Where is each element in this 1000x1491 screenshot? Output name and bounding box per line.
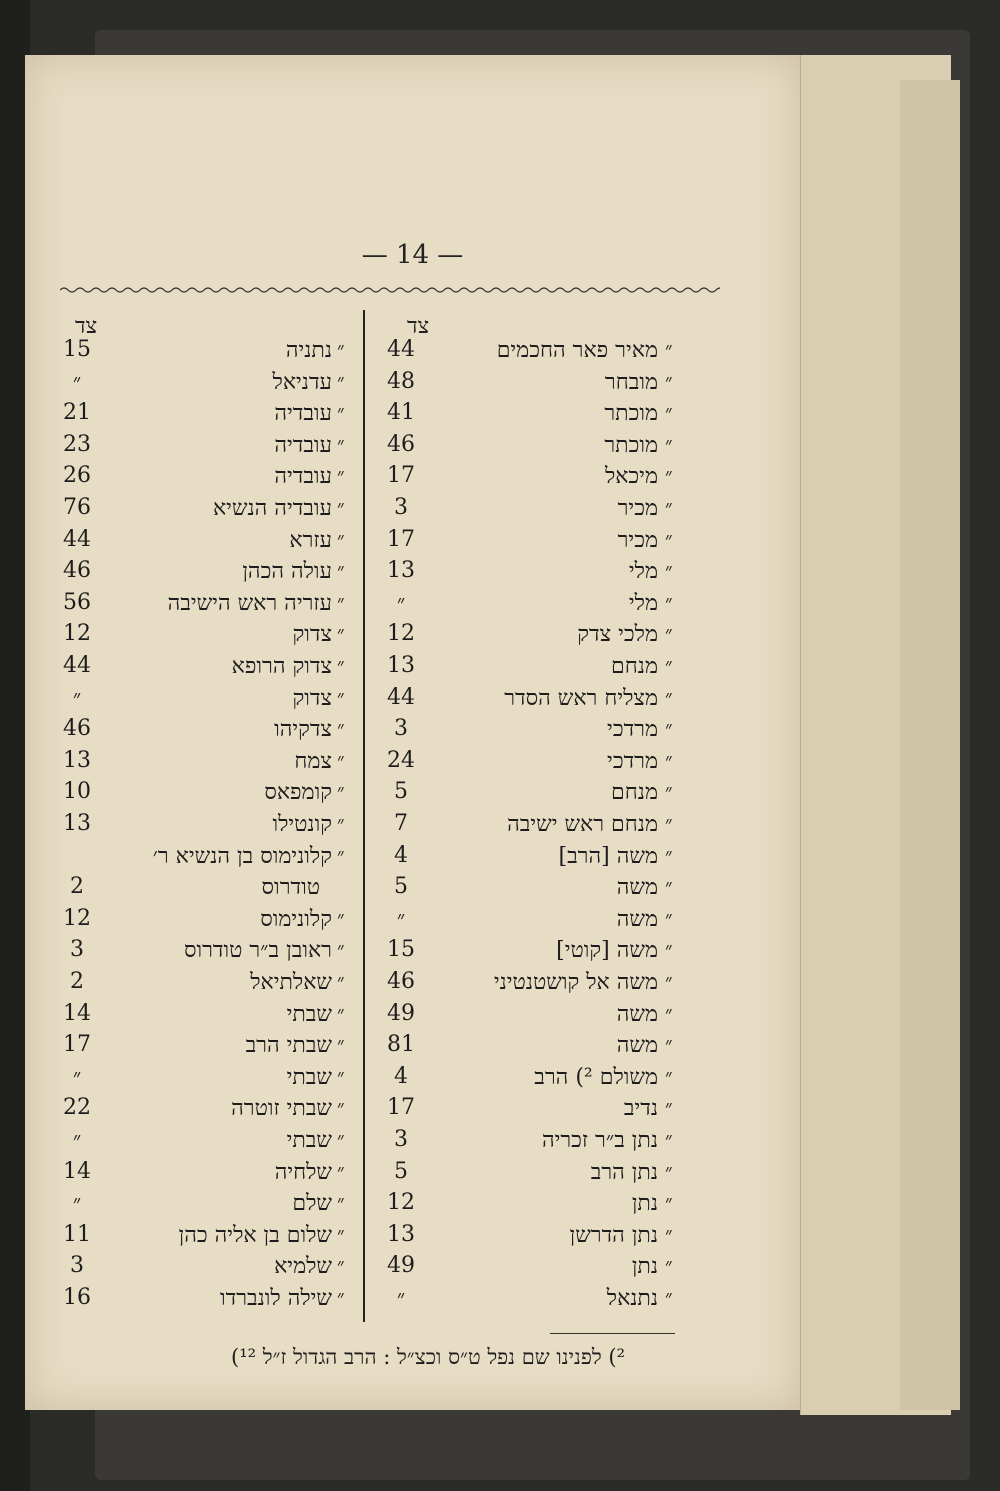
page-ref: 46 xyxy=(63,558,91,584)
ditto-mark: ״ xyxy=(337,779,345,804)
index-entry xyxy=(25,685,800,717)
ditto-mark: ״ xyxy=(665,969,673,993)
index-entry xyxy=(25,463,800,495)
page-ref: 44 xyxy=(63,653,91,678)
entry-name: צדוק הרופא xyxy=(231,654,332,679)
entry-name: מכיר xyxy=(617,496,658,521)
entry-name: צדוק xyxy=(292,685,332,711)
entry-name: מובחר xyxy=(604,369,658,395)
ditto-mark: ״ xyxy=(665,842,673,867)
entry-name: שאלתיאל xyxy=(250,970,332,995)
entry-name: צדקיהו xyxy=(274,717,332,743)
ditto-mark: ״ xyxy=(337,621,345,646)
page-ref: 11 xyxy=(63,1221,91,1247)
entry-name: נתן xyxy=(631,1191,658,1217)
index-entry xyxy=(25,369,800,401)
page-ref: ״ xyxy=(72,1064,82,1090)
page-ref: 44 xyxy=(63,526,91,552)
page-ref: 13 xyxy=(387,558,415,584)
page-ref: 12 xyxy=(63,621,91,647)
ditto-mark: ״ xyxy=(337,589,345,614)
index-entry xyxy=(25,558,800,590)
index-entry xyxy=(25,1064,800,1096)
page-ref: 3 xyxy=(70,1253,84,1279)
page-ref: 49 xyxy=(387,1253,415,1279)
ditto-mark: ״ xyxy=(337,1032,345,1057)
page-ref: 13 xyxy=(63,811,91,836)
index-entry xyxy=(25,716,800,748)
index-entry xyxy=(25,748,800,780)
page-ref: ״ xyxy=(72,1191,82,1217)
page-ref: 3 xyxy=(394,1127,408,1152)
entry-name: שבתי xyxy=(286,1001,332,1027)
ditto-mark: ״ xyxy=(665,716,673,741)
ditto-mark: ״ xyxy=(337,1000,345,1025)
entry-name: קונטילו xyxy=(272,812,332,837)
page-ref: 10 xyxy=(63,779,91,805)
left-column-header: צד xyxy=(75,314,98,339)
page-ref: 56 xyxy=(63,589,91,615)
page-ref: 3 xyxy=(394,495,408,520)
entry-name: מלכי צדק xyxy=(577,622,658,648)
entry-name: מרדכי xyxy=(607,717,658,743)
ditto-mark: ״ xyxy=(665,337,673,361)
entry-name: טודרוס xyxy=(261,875,320,901)
page-ref: 16 xyxy=(63,1285,91,1310)
index-entry xyxy=(25,969,800,1001)
entry-name: נתן xyxy=(631,1254,658,1280)
ditto-mark: ״ xyxy=(337,842,345,867)
page-ref: 21 xyxy=(63,400,91,426)
ditto-mark: ״ xyxy=(337,747,345,772)
page-ref: ״ xyxy=(72,1128,82,1153)
page-ref: 7 xyxy=(394,811,408,836)
page-ref: 41 xyxy=(387,400,415,426)
page-ref: 81 xyxy=(387,1032,415,1058)
index-entry xyxy=(25,1032,800,1064)
entry-name: נתן הדרשן xyxy=(569,1222,658,1248)
page-ref: ״ xyxy=(396,590,406,616)
page-ref: 5 xyxy=(394,779,408,805)
index-entry xyxy=(25,590,800,622)
entry-name: משה xyxy=(616,1033,658,1059)
page-ref: 5 xyxy=(394,1158,408,1184)
ditto-mark: ״ xyxy=(665,400,673,425)
page-ref: 17 xyxy=(387,526,415,552)
index-entry xyxy=(25,779,800,811)
page-ref: ״ xyxy=(396,906,406,932)
page-ref: 14 xyxy=(63,1000,91,1026)
entry-name: עולה הכהן xyxy=(242,559,332,585)
index-entry xyxy=(25,621,800,653)
ditto-mark: ״ xyxy=(665,526,673,551)
page-ref: 15 xyxy=(63,337,91,362)
index-entry xyxy=(25,1253,800,1285)
entry-name: עובדיה xyxy=(274,401,332,427)
entry-name: קומפאס xyxy=(264,780,332,806)
page-ref: 49 xyxy=(387,1000,415,1026)
ditto-mark: ״ xyxy=(665,1127,673,1151)
entry-name: מצליח ראש הסדר xyxy=(504,685,658,711)
ditto-mark: ״ xyxy=(337,1127,345,1151)
page-ref: 17 xyxy=(387,1095,415,1121)
right-column-header: צד xyxy=(407,314,430,339)
ditto-mark: ״ xyxy=(337,716,345,741)
index-entry xyxy=(25,1001,800,1033)
entry-name: מאיר פאר החכמים xyxy=(496,338,658,363)
ditto-mark: ״ xyxy=(337,811,345,835)
entry-name: שבתי xyxy=(286,1128,332,1153)
index-entry xyxy=(25,937,800,969)
entry-name: נדיב xyxy=(623,1096,658,1122)
entry-name: נתניה xyxy=(285,338,332,363)
page-ref: 14 xyxy=(63,1158,91,1184)
ditto-mark: ״ xyxy=(665,589,673,614)
page-ref: 2 xyxy=(70,874,84,900)
entry-name: נתן הרב xyxy=(590,1159,658,1185)
page-ref: 2 xyxy=(70,969,84,994)
entry-name: שלם xyxy=(292,1191,332,1217)
index-entry xyxy=(25,495,800,527)
page-ref: 5 xyxy=(394,874,408,900)
entry-name: ראובן ב״ר טודרוס xyxy=(183,938,332,964)
ditto-mark: ״ xyxy=(337,684,345,709)
index-entry xyxy=(25,1159,800,1191)
ditto-mark: ״ xyxy=(665,1000,673,1025)
ditto-mark: ״ xyxy=(337,463,345,488)
page-ref: 12 xyxy=(387,1190,415,1216)
ditto-mark: ״ xyxy=(665,653,673,677)
ditto-mark: ״ xyxy=(665,1095,673,1120)
entry-name: משה אל קושטנטיני xyxy=(493,970,658,995)
ditto-mark: ״ xyxy=(665,463,673,488)
page-ref: 13 xyxy=(387,653,415,678)
page-ref: 48 xyxy=(387,368,415,394)
page-number: — 14 — xyxy=(361,240,464,270)
ditto-mark: ״ xyxy=(665,1285,673,1309)
ditto-mark: ״ xyxy=(665,495,673,519)
page-ref: 23 xyxy=(63,431,91,457)
ditto-mark: ״ xyxy=(337,653,345,677)
book-page xyxy=(25,55,800,1410)
index-entry xyxy=(25,653,800,685)
ditto-mark: ״ xyxy=(337,1221,345,1246)
ditto-mark: ״ xyxy=(665,937,673,962)
ditto-mark: ״ xyxy=(337,1190,345,1215)
page-edges-back xyxy=(900,80,960,1410)
index-entry xyxy=(25,811,800,843)
entry-name: שבתי xyxy=(286,1064,332,1090)
index-entry xyxy=(25,874,800,906)
ditto-mark: ״ xyxy=(665,1253,673,1278)
footnote-rule xyxy=(550,1333,675,1334)
ditto-mark: ״ xyxy=(337,905,345,930)
entry-name: שלחיה xyxy=(274,1159,332,1185)
entry-name: שלמיא xyxy=(274,1254,332,1280)
entry-name: מלי xyxy=(628,590,658,616)
ditto-mark: ״ xyxy=(665,1190,673,1215)
ditto-mark: ״ xyxy=(665,905,673,930)
entry-name: משולם ²) הרב xyxy=(534,1064,658,1090)
entry-name: עזרא xyxy=(289,527,332,553)
entry-name: מוכתר xyxy=(604,432,658,458)
page-ref: 15 xyxy=(387,937,415,963)
page-ref: 46 xyxy=(387,431,415,457)
ditto-mark: ״ xyxy=(665,558,673,583)
ditto-mark: ״ xyxy=(665,1063,673,1088)
entry-name: שבתי זוטרה xyxy=(231,1096,332,1122)
entry-name: שילה לונברדו xyxy=(220,1286,332,1311)
entry-name: מנחם ראש ישיבה xyxy=(507,812,658,837)
entry-name: נתנאל xyxy=(606,1286,658,1311)
entry-name: משה [קוטי] xyxy=(556,938,658,964)
index-entry xyxy=(25,906,800,938)
index-entry xyxy=(25,1222,800,1254)
ditto-mark: ״ xyxy=(337,1063,345,1088)
ditto-mark: ״ xyxy=(665,1221,673,1246)
index-entry xyxy=(25,400,800,432)
page-ref: 3 xyxy=(70,937,84,963)
entry-name: עובדיה הנשיא xyxy=(212,496,332,521)
wavy-divider xyxy=(60,283,720,297)
page-ref: 4 xyxy=(394,842,408,868)
ditto-mark: ״ xyxy=(337,431,345,456)
page-ref: 76 xyxy=(63,495,91,520)
index-entry xyxy=(25,1190,800,1222)
ditto-mark: ״ xyxy=(665,368,673,393)
ditto-mark: ״ xyxy=(337,368,345,393)
ditto-mark: ״ xyxy=(337,400,345,425)
ditto-mark: ״ xyxy=(337,1253,345,1278)
page-ref: ״ xyxy=(396,1286,406,1311)
entry-name: משה xyxy=(616,875,658,901)
entry-name: מכיר xyxy=(617,527,658,553)
entry-name: עדניאל xyxy=(272,369,332,395)
entry-name: מרדכי xyxy=(607,748,658,774)
page-ref: 4 xyxy=(394,1063,408,1089)
entry-name: מוכתר xyxy=(604,401,658,427)
entry-name: עובדיה xyxy=(274,432,332,458)
entry-name: משה [הרב] xyxy=(558,843,658,869)
index-entry xyxy=(25,1285,800,1317)
entry-name: מנחם xyxy=(611,780,658,806)
ditto-mark: ״ xyxy=(665,1158,673,1183)
page-ref: 22 xyxy=(63,1095,91,1121)
ditto-mark: ״ xyxy=(665,621,673,646)
ditto-mark: ״ xyxy=(337,495,345,519)
page-ref: 3 xyxy=(394,716,408,742)
entry-name: צדוק xyxy=(292,622,332,648)
page-ref: 24 xyxy=(387,747,415,773)
ditto-mark: ״ xyxy=(337,337,345,361)
entry-name: מלי xyxy=(628,559,658,585)
ditto-mark: ״ xyxy=(337,969,345,993)
index-entry xyxy=(25,843,800,875)
index-entry xyxy=(25,527,800,559)
page-ref: 13 xyxy=(63,747,91,773)
ditto-mark: ״ xyxy=(665,811,673,835)
ditto-mark: ״ xyxy=(337,558,345,583)
entry-name: שלום בן אליה כהן xyxy=(178,1222,332,1248)
footnote: ²) לפנינו שם נפל ט״ס וכצ״ל : הרב הגדול ז״ל ¹²) xyxy=(230,1345,625,1369)
ditto-mark: ״ xyxy=(337,1158,345,1183)
ditto-mark: ״ xyxy=(665,747,673,772)
index-entry xyxy=(25,432,800,464)
entry-name: משה xyxy=(616,1001,658,1027)
page-ref: 44 xyxy=(387,684,415,710)
page-ref: 17 xyxy=(387,463,415,489)
page-ref: 26 xyxy=(63,463,91,489)
index-entry xyxy=(25,1095,800,1127)
page-ref: ״ xyxy=(72,369,82,395)
entry-name: נתן ב״ר זכריה xyxy=(541,1128,658,1153)
ditto-mark: ״ xyxy=(665,1032,673,1057)
entry-name: מנחם xyxy=(611,654,658,679)
index-entry xyxy=(25,337,800,369)
ditto-mark: ״ xyxy=(665,431,673,456)
entry-name: קלונימוס xyxy=(260,906,332,932)
entry-name: צמח xyxy=(294,748,332,774)
index-entry xyxy=(25,1127,800,1159)
ditto-mark: ״ xyxy=(337,1285,345,1309)
page-ref: ״ xyxy=(72,685,82,711)
entry-name: עובדיה xyxy=(274,464,332,490)
ditto-mark: ״ xyxy=(665,779,673,804)
entry-name: מיכאל xyxy=(604,464,658,490)
page-ref: 46 xyxy=(387,969,415,994)
ditto-mark: ״ xyxy=(665,684,673,709)
entry-name: שבתי הרב xyxy=(245,1033,332,1059)
page-ref: 44 xyxy=(387,337,415,362)
ditto-mark: ״ xyxy=(337,526,345,551)
entry-name: עזריה ראש הישיבה xyxy=(167,590,332,616)
entry-name: קלונימוס בן הנשיא ר׳ xyxy=(152,843,332,869)
entry-name: משה xyxy=(616,906,658,932)
page-ref: 46 xyxy=(63,716,91,742)
page-ref: 12 xyxy=(63,905,91,931)
page-ref: 12 xyxy=(387,621,415,647)
page-ref: 13 xyxy=(387,1221,415,1247)
page-ref: 17 xyxy=(63,1032,91,1058)
ditto-mark: ״ xyxy=(665,874,673,899)
ditto-mark: ״ xyxy=(337,937,345,962)
ditto-mark: ״ xyxy=(337,1095,345,1120)
